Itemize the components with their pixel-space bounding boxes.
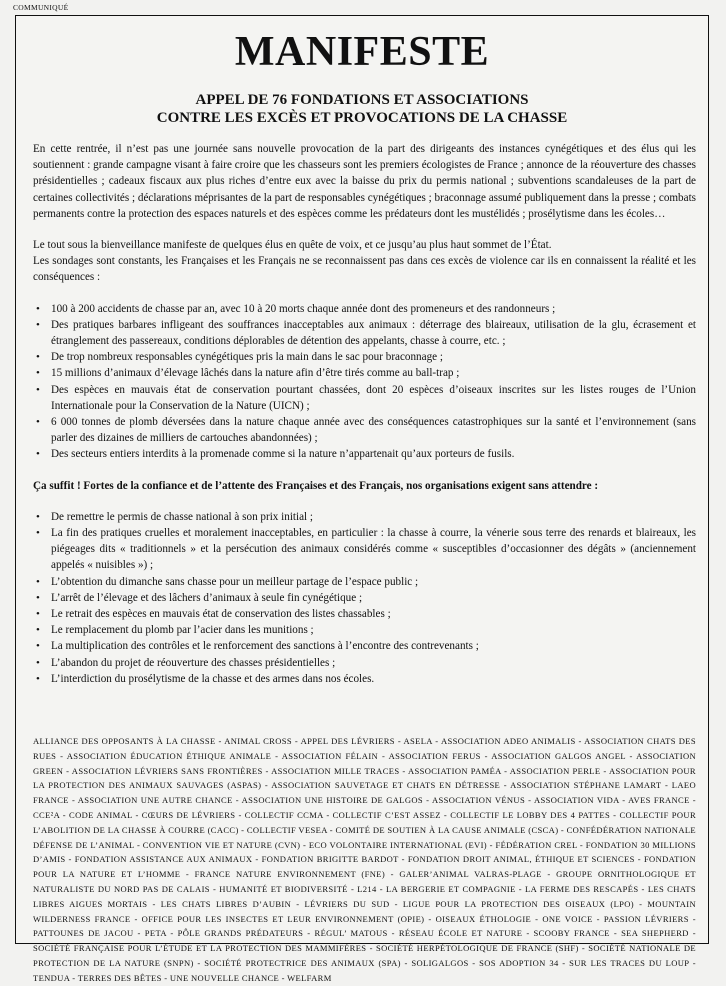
list-item: • Le remplacement du plomb par l’acier dans les munitions ; <box>33 622 696 638</box>
intro-paragraph: En cette rentrée, il n’est pas une journée sans nouvelle provocation de la part des dirigeants des instances cynégétiques et des élus qui les soutiennent : grande campagne visant à faire croire que les chasseurs sont les premiers écologistes de France ; annonce de la réouverture des chasses présidentielles ; cadeaux fiscaux aux plus riches d’entre eux avec la baisse du prix du permis national ; subventions scandaleuses de la part de certaines collectivités ; déclarations méprisantes de la part de responsables cynégétiques ; braconnage assumé publiquement dans la presse ; combats permanents contre la protection des espaces naturels et des espèces comme les prédateurs dont les mustélidés ; prosélytisme dans les écoles… <box>33 143 696 220</box>
list-item: • Des espèces en mauvais état de conservation pourtant chassées, dont 20 espèces d’oiseaux inscrites sur les listes rouges de l’Union Internationale pour la Conservation de la Nature (UICN) ; <box>33 382 696 414</box>
list-item: • Le retrait des espèces en mauvais état de conservation des listes chassables ; <box>33 606 696 622</box>
list-item: • Des pratiques barbares infligeant des souffrances inacceptables aux animaux : déterrage des blaireaux, utilisation de la glu, écrasement et étranglement des passereaux, conditions déplorables de détention des appelants, chasse à courre, etc. ; <box>33 317 696 349</box>
demands-heading: Ça suffit ! Fortes de la confiance et de l’attente des Françaises et des Français, nos organisations exigent sans attendre : <box>33 479 599 492</box>
context-paragraph: Le tout sous la bienveillance manifeste de quelques élus en quête de voix, et ce jusqu’au plus haut sommet de l’État. <box>33 239 552 252</box>
subtitle-line: APPEL DE 76 FONDATIONS ET ASSOCIATIONS <box>195 92 529 108</box>
demands-list <box>33 509 696 687</box>
list-item: • Des secteurs entiers interdits à la promenade comme si la nature n’appartenait qu’aux porteurs de fusils. <box>33 446 696 462</box>
list-item: • L’interdiction du prosélytisme de la chasse et des armes dans nos écoles. <box>33 671 696 687</box>
list-item: • De trop nombreux responsables cynégétiques pris la main dans le sac pour braconnage ; <box>33 349 696 365</box>
manifesto-body <box>33 141 696 687</box>
manifesto-frame <box>15 15 709 983</box>
list-item: • De remettre le permis de chasse national à son prix initial ; <box>33 509 696 525</box>
list-item: • 6 000 tonnes de plomb déversées dans la nature chaque année avec des conséquences catastrophiques sur la santé et l’environnement (sans parler des dizaines de milliers de cartouches abandonnées) ; <box>33 414 696 446</box>
list-item: • L’abandon du projet de réouverture des chasses présidentielles ; <box>33 655 696 671</box>
list-item: • 100 à 200 accidents de chasse par an, avec 10 à 20 morts chaque année dont des promeneurs et des randonneurs ; <box>33 301 696 317</box>
facts-list <box>33 301 696 463</box>
subtitle <box>16 91 708 127</box>
context-paragraph: Les sondages sont constants, les Françaises et les Français ne se reconnaissent pas dans ces excès de violence car ils en connaissent la réalité et les conséquences : <box>33 255 696 284</box>
list-item: • 15 millions d’animaux d’élevage lâchés dans la nature afin d’être tirés comme au ball-trap ; <box>33 365 696 381</box>
list-item: • La multiplication des contrôles et le renforcement des sanctions à l’encontre des contrevenants ; <box>33 638 696 654</box>
list-item: • L’arrêt de l’élevage et des lâchers d’animaux à seule fin cynégétique ; <box>33 590 696 606</box>
subtitle-line: CONTRE LES EXCÈS ET PROVOCATIONS DE LA CHASSE <box>156 110 568 126</box>
list-item: • La fin des pratiques cruelles et moralement inacceptables, en particulier : la chasse à courre, la vénerie sous terre des renards et blaireaux, les piégeages dits « traditionnels » et la persécution des animaux considérés comme « susceptibles d’occasionner des dégâts » (anciennement appelés « nuisibles ») ; <box>33 525 696 574</box>
signatories-list: ALLIANCE DES OPPOSANTS À LA CHASSE - ANIMAL CROSS - APPEL DES LÉVRIERS - ASELA - ASSOCIATION ADEO ANIMALIS - ASSOCIATION CHATS DES RUES - ASSOCIATION ÉDUCATION ÉTHIQUE ANIMALE - ASSOCIATION FÉLAIN - ASSOCIATION FERUS - ASSOCIATION GALGOS ANGEL - ASSOCIATION GREEN - ASSOCIATION LÉVRIERS SANS FRONTIÈRES - ASSOCIATION MILLE TRACES - ASSOCIATION PAMÉA - ASSOCIATION PERLE - ASSOCIATION POUR LA PROTECTION DES ANIMAUX SAUVAGES (ASPAS) - ASSOCIATION SAUVETAGE ET CHATS EN DÉTRESSE - ASSOCIATION STÉPHANE LAMART - LAEO FRANCE - ASSOCIATION UNE AUTRE CHANCE - ASSOCIATION UNE HISTOIRE DE GALGOS - ASSOCIATION VÉNUS - ASSOCIATION VIDA - AVES FRANCE - CCE²A - CODE ANIMAL - CŒURS DE LÉVRIERS - COLLECTIF CCMA - COLLECTIF C’EST ASSEZ - COLLECTIF LE LOBBY DES 4 PATTES - COLLECTIF POUR L’ABOLITION DE LA CHASSE À COURRE (CACC) - COLLECTIF VESEA - COMITÉ DE SOUTIEN À LA CAUSE ANIMALE (CSCA) - CONFÉDÉRATION NATIONALE DÉFENSE DE L’ANIMAL - CONVENTION VIE ET NATURE (CVN) - ECO VOLONTAIRE INTERNATIONAL (EVI) - FÉDÉRATION CREL - FONDATION 30 MILLIONS D’AMIS - FONDATION ASSISTANCE AUX ANIMAUX - FONDATION BRIGITTE BARDOT - FONDATION DROIT ANIMAL, ÉTHIQUE ET SCIENCES - FONDATION POUR LA NATURE ET L’HOMME - FRANCE NATURE ENVIRONNEMENT (FNE) - GALER’ANIMAL VALRAS-PLAGE - GROUPE ORNITHOLOGIQUE ET NATURALISTE DU NORD PAS DE CALAIS - HUMANITÉ ET BIODIVERSITÉ - L214 - LA BERGERIE ET COMPAGNIE - LA FERME DES RESCAPÉS - LES CHATS LIBRES AIGUES MORTAIS - LES CHATS LIBRES D’AUBIN - LÉVRIERS DU SUD - LIGUE POUR LA PROTECTION DES OISEAUX (LPO) - MOUNTAIN WILDERNESS FRANCE - OFFICE POUR LES INSECTES ET LEUR ENVIRONNEMENT (OPIE) - OISEAUX ÉTHOLOGIE - ONE VOICE - PASSION LÉVRIERS - PATTOUNES DE JACOU - PETA - PÔLE GRANDS PRÉDATEURS - RÉGUL’ MATOUS - RÉSEAU ÉCOLE ET NATURE - SCOOBY FRANCE - SEA SHEPHERD - SOCIÉTÉ FRANÇAISE POUR L’ÉTUDE ET LA PROTECTION DES MAMMIFÈRES - SOCIÉTÉ HERPÉTOLOGIQUE DE FRANCE (SHF) - SOCIÉTÉ NATIONALE DE PROTECTION DE LA NATURE (SNPN) - SOCIÉTÉ PROTECTRICE DES ANIMAUX (SPA) - SOLIGALGOS - SOS ADOPTION 34 - SUR LES TRACES DU LOUP - TENDUA - TERRES DES BÊTES - UNE NOUVELLE CHANCE - WELFARM <box>33 736 696 983</box>
list-item: • L’obtention du dimanche sans chasse pour un meilleur partage de l’espace public ; <box>33 574 696 590</box>
page-title: MANIFESTE <box>234 29 490 75</box>
header-tag: COMMUNIQUÉ <box>13 3 69 12</box>
